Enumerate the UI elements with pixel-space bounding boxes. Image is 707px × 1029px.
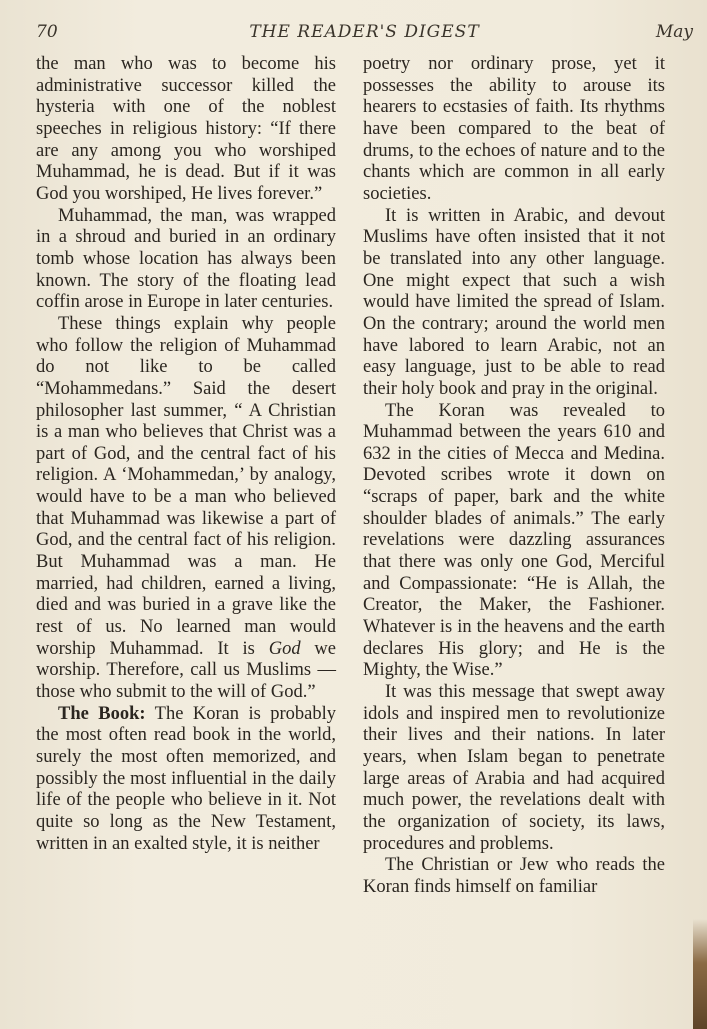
paragraph: It was this message that swept away idols and inspired men to revolutionize their lives and their nations. In later years, when Islam began to penetrate large areas of Arabia and had acquired much power, the revelations dealt with the organization of society, its laws, procedures and problems. xyxy=(363,682,665,854)
left-column xyxy=(36,54,336,855)
paragraph: Muhammad, the man, was wrapped in a shroud and buried in an ordinary tomb whose location has always been known. The story of the floating lead coffin arose in Europe in later centuries. xyxy=(36,205,336,313)
paragraph: The Koran was revealed to Muhammad between the years 610 and 632 in the cities of Mecca and Medina. Devoted scribes wrote it down on “scraps of paper, bark and the white shoulder blades of animals.” The early revelations were dazzling assurances that there was only one God, Merciful and Compassionate: “He is Allah, the Creator, the Maker, the Fashioner. Whatever is in the heavens and the earth declares His glory; and He is the Mighty, the Wise.” xyxy=(363,400,665,681)
page-number: 70 xyxy=(36,22,58,42)
paragraph: It is written in Arabic, and devout Muslims have often insisted that it not be translated into any other language. One might expect that such a wish would have limited the spread of Islam. On the contrary; around the world men have labored to learn Arabic, not an easy language, just to be able to read their holy book and pray in the original. xyxy=(363,205,665,399)
paragraph: the man who was to become his administrative successor killed the hysteria with one of the noblest speeches in religious history: “If there are any among you who worshiped Muhammad, he is dead. But if it was God you worshiped, He lives forever.” xyxy=(36,54,336,204)
paragraph: poetry nor ordinary prose, yet it possesses the ability to arouse its hearers to ecstasies of faith. Its rhythms have been compared to the beat of drums, to the echoes of nature and to the chants which are common in all early societies. xyxy=(363,54,665,204)
paragraph xyxy=(36,704,336,856)
page-edge-shadow xyxy=(693,919,707,1029)
running-title: THE READER'S DIGEST xyxy=(249,22,480,42)
text-run: we worship. Therefore, call us Muslims — those who submit to the will of God.” xyxy=(36,638,337,703)
issue-month: May xyxy=(655,22,693,42)
paragraph: The Christian or Jew who reads the Koran finds himself on familiar xyxy=(363,855,665,897)
section-lead-in: The Book: xyxy=(58,703,146,724)
emphasis-text: God xyxy=(268,638,301,659)
right-column xyxy=(363,54,665,899)
text-run: These things explain why people who follow the religion of Muhammad do not like to be called “Mohammedans.” Said the desert philosopher last summer, “ A Christian is a man who believes that Christ was a part of God, and the central fact of his religion. A ‘Mohammedan,’ by analogy, would have to be a man who believed that Muhammad was likewise a part of God, and the central fact of his religion. But Muhammad was a man. He married, had children, earned a living, died and was buried in a grave like the rest of us. No learned man would worship Muhammad. It is xyxy=(36,313,336,659)
text-run: The Koran is probably the most often read book in the world, surely the most often memorized, and possibly the most influential in the daily life of the people who believe in it. Not quite so long as the New Testament, written in an exalted style, it is neither xyxy=(36,703,336,854)
page-header xyxy=(36,22,693,48)
paragraph xyxy=(36,314,336,704)
